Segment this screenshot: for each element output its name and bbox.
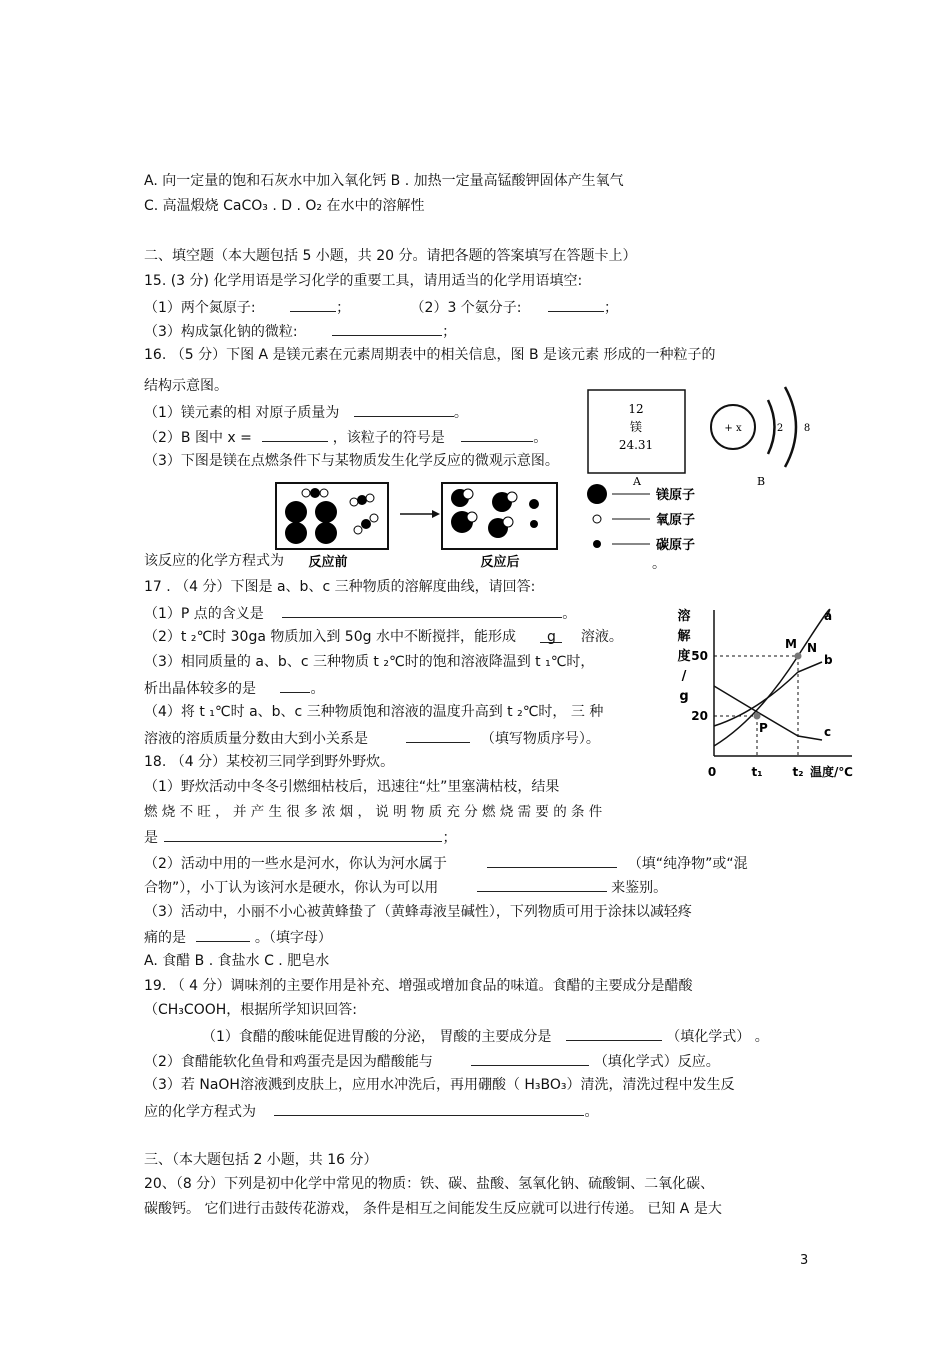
q15-part-3: （3）构成氯化钠的微粒: ； [144,321,456,341]
q16-equation-end: 。 [652,556,666,572]
y-axis-label-char: 溶 [677,609,691,624]
question-17: 17 . （4 分）下图是 a、b、c 三种物质的溶解度曲线，请回答: [144,579,536,595]
shell-arc-1 [768,400,775,454]
q18-3b-label: 痛的是 [144,930,186,946]
q16-2b-label: ，该粒子的符号是 [332,430,445,446]
y-tick-label: 50 [691,649,708,663]
q17-part-1: （1）P 点的含义是 。 [144,603,576,623]
question-20-cont: 碳酸钙。 它们进行击鼓传花游戏， 条件是相互之间能发生反应就可以进行传递。 已知 A 是大 [144,1201,722,1217]
atomic-mass: 24.31 [618,438,654,452]
after-label: 反应后 [480,555,520,570]
answer-blank[interactable] [406,728,470,743]
y-axis-label-char: 解 [677,629,691,644]
q18-part-1: （1）野炊活动中冬冬引燃细枯枝后，迅速往“灶”里塞满枯枝，结果 [144,779,560,795]
series-label-a: a [824,609,833,623]
y-tick-label: 20 [691,709,708,723]
series-line-a [714,609,833,746]
series-label-b: b [824,653,833,667]
q18-part-2 [144,853,748,873]
q19-2-label: （2）食醋能软化鱼骨和鸡蛋壳是因为醋酸能与 [144,1054,433,1070]
magnesium-figure [585,385,825,490]
legend-c: 碳原子 [656,538,696,553]
q19-part-1 [202,1026,769,1046]
q16-part-1: （1）镁元素的相 对原子质量为 。 [144,402,468,422]
point-n-label: N [807,641,818,655]
answer-blank[interactable] [354,402,454,417]
x-axis-label: 温度/℃ [810,765,853,779]
answer-blank[interactable] [280,678,310,693]
q15-part-1: （1）两个氮原子: ； （2）3 个氨分子: ； [144,297,618,317]
q15-2-label: （2）3 个氨分子: [410,300,522,316]
page-number: 3 [800,1253,809,1268]
answer-blank[interactable] [477,877,607,892]
q16-part-3: （3）下图是镁在点燃条件下与某物质发生化学反应的微观示意图。 [144,453,559,469]
series-line-c [714,686,822,740]
answer-blank[interactable] [274,1101,584,1116]
legend-o: 氧原子 [656,513,696,528]
q18-options: A. 食醋 B . 食盐水 C . 肥皂水 [144,953,330,969]
legend-mg: 镁原子 [656,488,696,503]
q19-part-2 [144,1051,720,1071]
x-tick-label: t₂ [792,765,804,779]
shell-arc-2 [785,387,796,467]
atomic-number: 12 [628,402,644,416]
answer-blank[interactable] [471,1051,589,1066]
point-m-label: M [785,637,797,651]
question-20: 20、（8 分）下列是初中化学中常见的物质：铁、碳、盐酸、氢氧化钠、硫酸铜、二氧化碳、 [144,1176,715,1192]
answer-blank[interactable] [290,297,336,312]
y-axis-label-char: / [681,669,687,684]
q17-2-label: （2）t ₂℃时 30ga 物质加入到 50g 水中不断搅拌，能形成 [144,629,516,645]
before-label: 反应前 [308,555,348,570]
point-m [795,653,802,660]
answer-blank[interactable] [548,297,604,312]
section-3-title: 三、（本大题包括 2 小题，共 16 分） [144,1152,378,1168]
label-b: B [756,475,766,488]
element-name: 镁 [629,420,643,434]
answer-blank[interactable] [461,427,533,442]
q16-equation: 该反应的化学方程式为 [144,553,284,569]
y-axis-label-char: 度 [677,649,691,664]
q19-part-3: （3）若 NaOH溶液溅到皮肤上，应用水冲洗后，再用硼酸（ H₃BO₃）清洗，清洗过程中发生反 [144,1077,735,1093]
answer-blank[interactable] [196,927,250,942]
q17-2-end: 溶液。 [580,629,623,645]
q17-1-label: （1）P 点的含义是 [144,606,264,622]
q17-part-3b: 析出晶体较多的是 。 [144,678,324,698]
q16-part-2: （2）B 图中 x = ，该粒子的符号是 。 [144,427,547,447]
q19-1b-label: （填化学式） 。 [666,1029,769,1045]
q18-2-label: （2）活动中用的一些水是河水，你认为河水属于 [144,856,447,872]
series-label-c: c [824,725,832,739]
q17-part-2 [144,628,623,646]
q16-2-label: （2）B 图中 x = [144,430,252,446]
question-16-cont: 结构示意图。 [144,378,228,394]
q19-3b-label: 应的化学方程式为 [144,1104,256,1120]
y-axis-label-char: g [679,689,689,704]
x-tick-label: 0 [707,765,717,779]
q17-part-4: （4）将 t ₁℃时 a、b、c 三种物质饱和溶液的温度升高到 t ₂℃时， 三 种 [144,704,604,720]
q17-4c-label: （填写物质序号）。 [480,731,600,747]
legend-mg-icon [587,484,607,504]
q17-4b-label: 溶液的溶质质量分数由大到小关系是 [144,731,368,747]
answer-blank[interactable] [332,321,442,336]
q19-2b-label: （填化学式）反应。 [593,1054,720,1070]
question-15: 15. (3 分) 化学用语是学习化学的重要工具，请用适当的化学用语填空: [144,273,583,289]
reaction-diagram [272,480,717,572]
question-19-cont: （CH₃COOH，根据所学知识回答: [144,1002,357,1018]
q19-1-label: （1）食醋的酸味能促进胃酸的分泌， 胃酸的主要成分是 [202,1029,552,1045]
answer-blank[interactable] [164,827,442,842]
shell-2-count: 8 [803,423,811,434]
q15-3-label: （3）构成氯化钠的微粒: [144,324,298,340]
q18-part-3: （3）活动中，小丽不小心被黄蜂蛰了（黄蜂毒液呈碱性），下列物质可用于涂抹以减轻疼 [144,904,692,920]
option-ab: A. 向一定量的饱和石灰水中加入氧化钙 B . 加热一定量高锰酸钾固体产生氧气 [144,173,624,189]
q18-1c-label: 是 [144,830,158,846]
x-tick-label: t₁ [751,765,763,779]
q15-1-label: （1）两个氮原子: [144,300,256,316]
answer-blank[interactable] [566,1026,662,1041]
label-a: A [633,475,641,488]
q18-part-1c: 是 ； [144,827,456,847]
q18-part-1b: 燃 烧 不 旺 ， 并 产 生 很 多 浓 烟 ， 说 明 物 质 充 分 燃 烧 需 要 的 条 件 [144,804,603,820]
point-p-label: P [759,721,768,735]
q18-part-2c [144,877,667,897]
answer-blank[interactable]: g [540,628,562,643]
series-line-b [714,662,822,726]
nucleus-charge: + x [724,423,742,434]
option-cd: C. 高温煅烧 CaCO₃ . D . O₂ 在水中的溶解性 [144,198,425,214]
q17-part-4b [144,728,600,748]
solubility-chart [672,606,862,781]
q17-part-3: （3）相同质量的 a、b、c 三种物质 t ₂℃时的饱和溶液降温到 t ₁℃时， [144,654,595,670]
legend-c-icon [593,540,601,548]
question-16: 16. （5 分）下图 A 是镁元素在元素周期表中的相关信息，图 B 是该元素 形成的一种粒子的 [144,347,716,363]
q19-part-3b: 应的化学方程式为 。 [144,1101,598,1121]
q18-2b-label: （填“纯净物”或“混 [627,856,748,872]
q18-part-3b [144,927,332,947]
answer-blank[interactable] [282,603,562,618]
q18-3c-label: 。（填字母） [254,930,332,946]
q18-2c-label: 合物”），小丁认为该河水是硬水，你认为可以用 [144,880,439,896]
question-18: 18. （4 分）某校初三同学到野外野炊。 [144,754,395,770]
question-19: 19. （ 4 分）调味剂的主要作用是补充、增强或增加食品的味道。食醋的主要成分是醋酸 [144,978,693,994]
q18-2d-label: 来鉴别。 [611,880,668,896]
q17-3b-label: 析出晶体较多的是 [144,681,256,697]
section-2-title: 二、填空题（本大题包括 5 小题，共 20 分。请把各题的答案填写在答题卡上） [144,248,637,264]
shell-1-count: 2 [776,423,784,434]
answer-blank[interactable] [487,853,617,868]
point-p [754,713,761,720]
q16-1-label: （1）镁元素的相 对原子质量为 [144,405,340,421]
legend-o-icon [593,515,601,523]
answer-blank[interactable] [262,427,328,442]
